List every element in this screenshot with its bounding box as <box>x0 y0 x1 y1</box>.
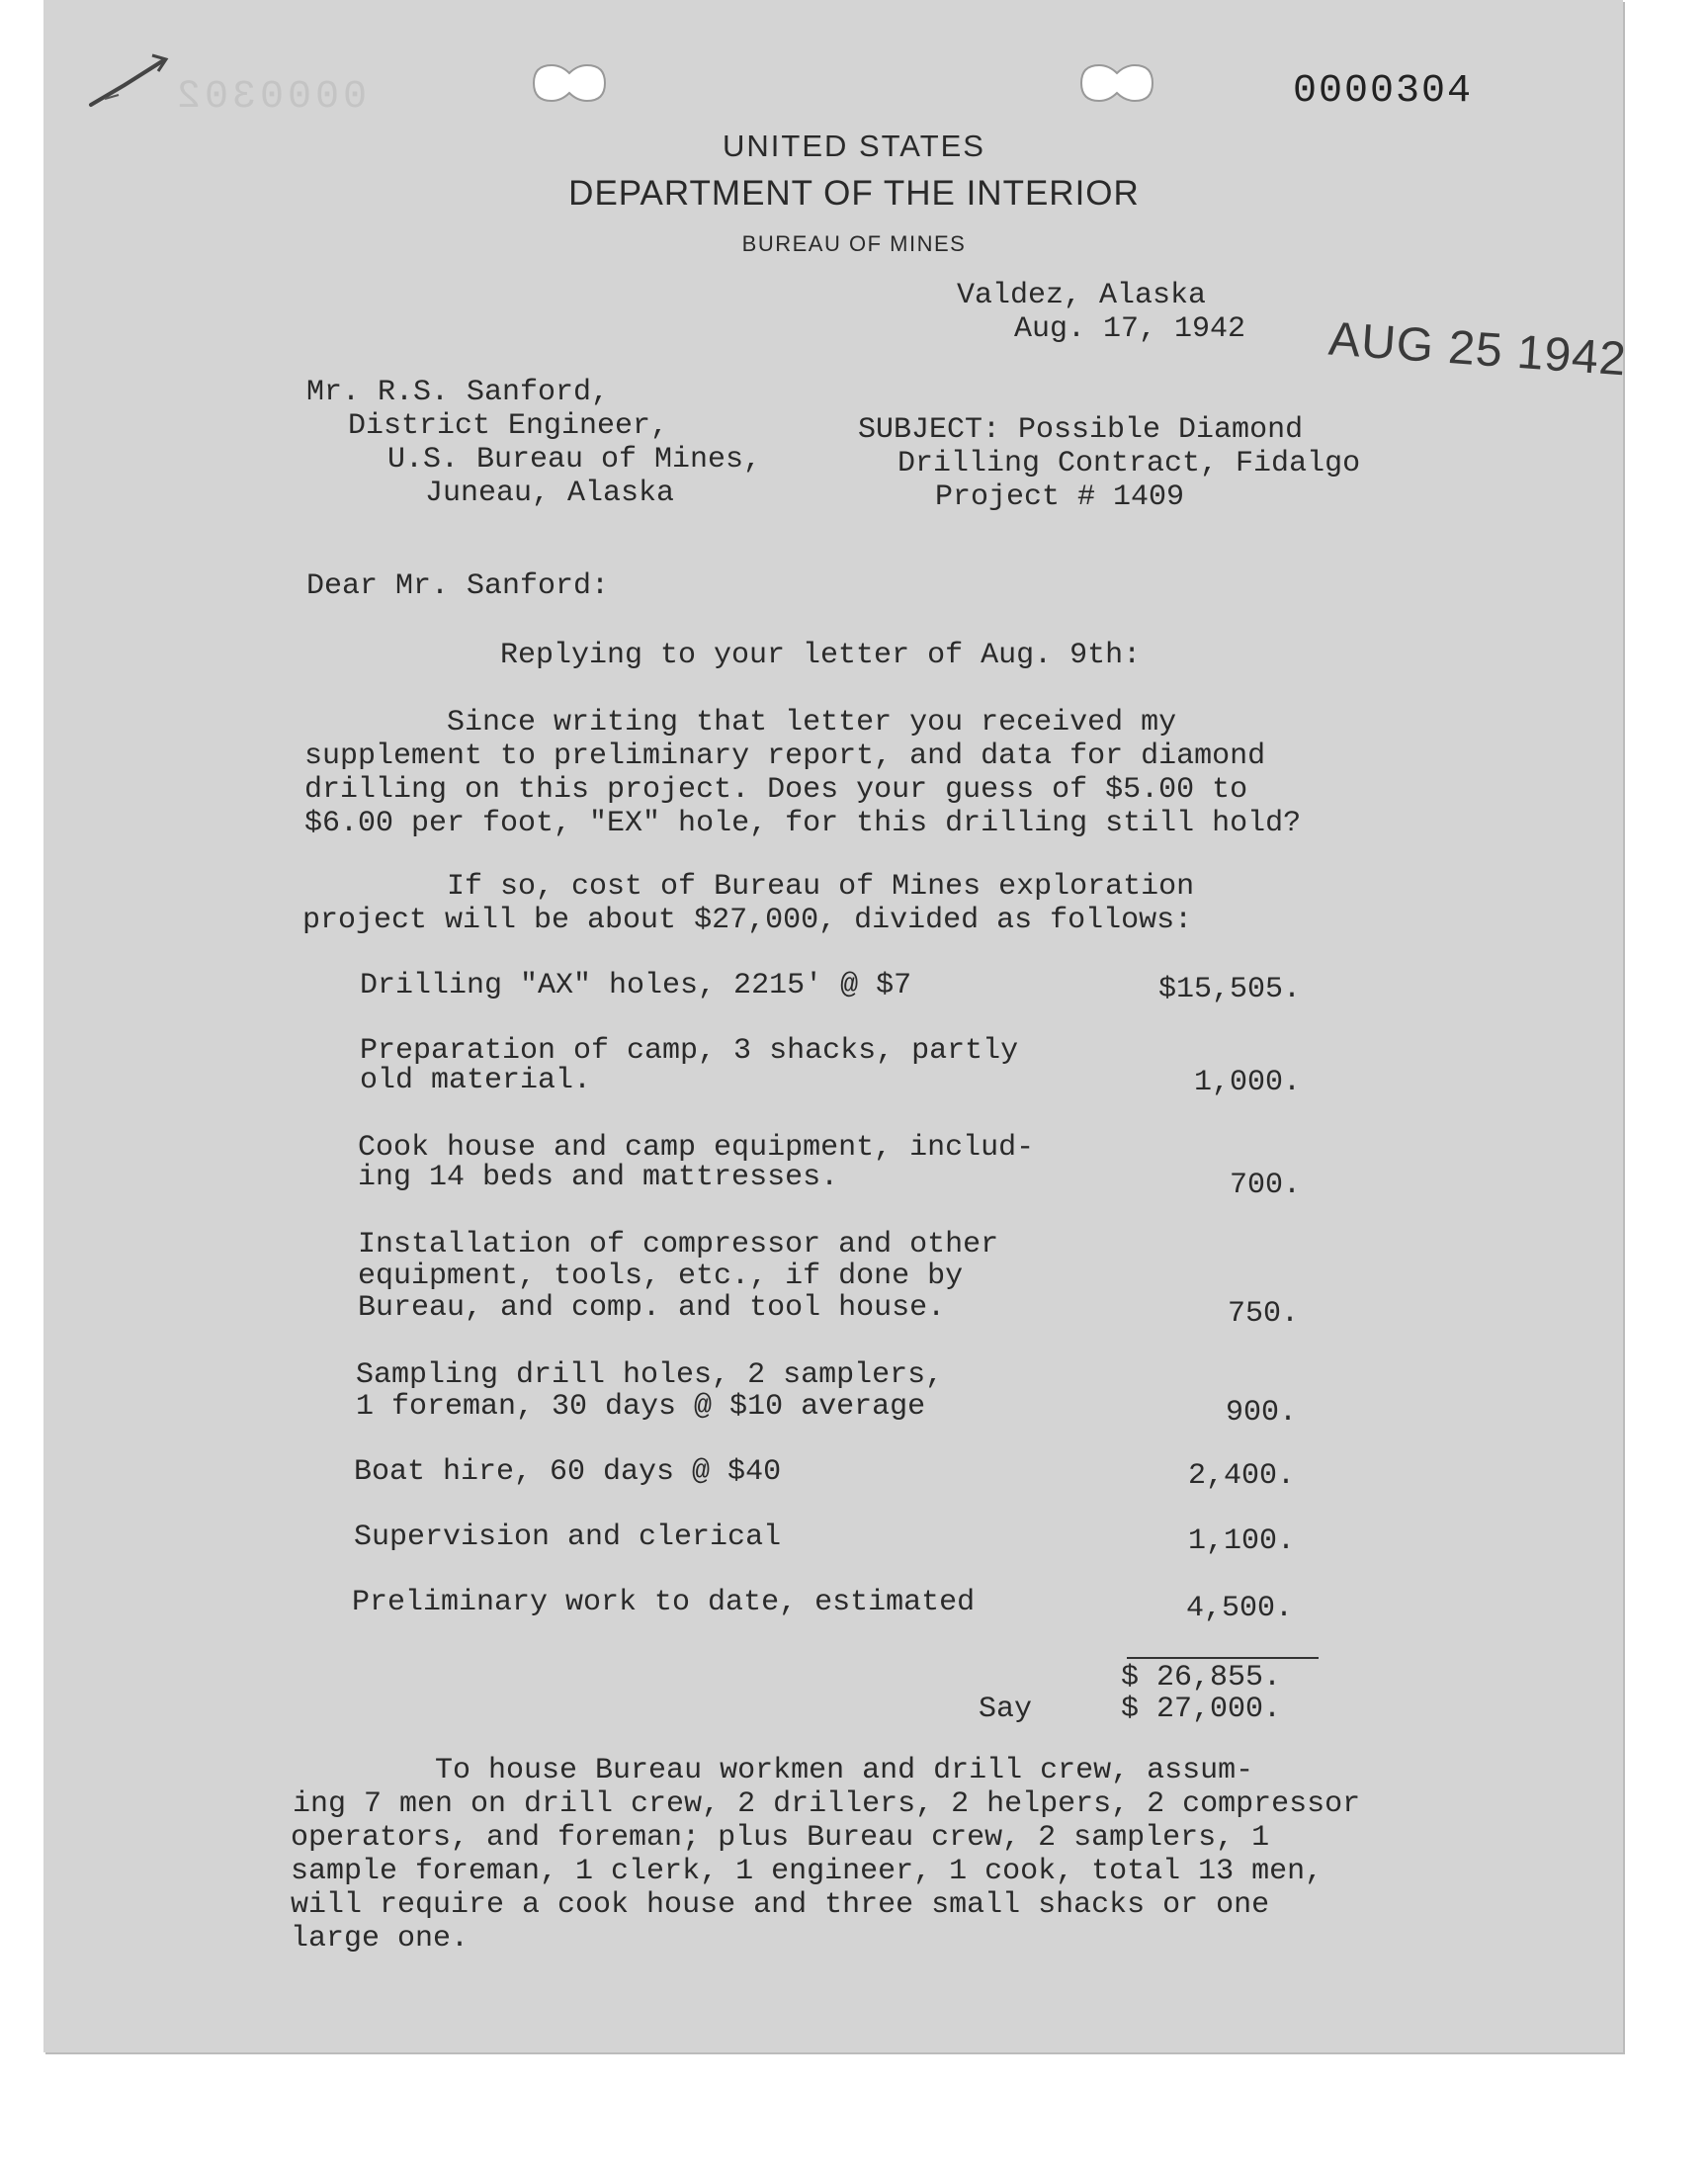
cost-item-amount: 2,400. <box>1187 1459 1295 1493</box>
cost-item-amount: 750. <box>1227 1297 1299 1331</box>
binder-punch-hole <box>1075 59 1158 107</box>
cost-item-label: Preliminary work to date, estimated <box>352 1586 976 1619</box>
document-number: 0000304 <box>1293 69 1474 114</box>
bleedthrough-number: 0000302 <box>173 75 368 120</box>
subject-line: Drilling Contract, Fidalgo <box>897 447 1361 480</box>
letterhead-country: UNITED STATES <box>723 129 985 163</box>
letter-place: Valdez, Alaska <box>957 279 1207 312</box>
paragraph-line: drilling on this project. Does your guess of $5.00 to <box>304 773 1248 807</box>
cost-item-label: Installation of compressor and other <box>358 1228 999 1262</box>
paragraph-reply: Replying to your letter of Aug. 9th: <box>500 639 1142 672</box>
paragraph-line: Since writing that letter you received my <box>304 706 1177 740</box>
say-amount: $ 27,000. <box>1121 1693 1282 1726</box>
letterhead-bureau: BUREAU OF MINES <box>741 231 967 256</box>
cost-item-label: Sampling drill holes, 2 samplers, <box>356 1358 944 1392</box>
cost-item-label: Preparation of camp, 3 shacks, partly <box>360 1034 1019 1068</box>
cost-item-label: Boat hire, 60 days @ $40 <box>354 1455 782 1489</box>
cost-item-label: ing 14 beds and mattresses. <box>358 1161 839 1194</box>
cost-item-label: Cook house and camp equipment, includ- <box>358 1131 1035 1165</box>
paragraph-line: will require a cook house and three small shacks or one <box>291 1888 1270 1922</box>
cost-item-label: Drilling "AX" holes, 2215' @ $7 <box>360 969 912 1002</box>
paragraph-line: supplement to preliminary report, and data for diamond <box>304 740 1266 773</box>
paragraph-line: ing 7 men on drill crew, 2 drillers, 2 helpers, 2 compressor <box>293 1787 1361 1821</box>
cost-item-label: Bureau, and comp. and tool house. <box>358 1291 946 1325</box>
paragraph-line: project will be about $27,000, divided as follows: <box>302 904 1193 937</box>
cost-item-label: old material. <box>360 1064 592 1097</box>
paragraph-line: sample foreman, 1 clerk, 1 engineer, 1 cook, total 13 men, <box>291 1855 1324 1888</box>
say-label: Say <box>979 1693 1033 1726</box>
recipient-line: Juneau, Alaska <box>425 477 675 510</box>
binder-punch-hole <box>528 59 611 107</box>
cost-item-label: Supervision and clerical <box>354 1521 782 1554</box>
paragraph-line: If so, cost of Bureau of Mines exploration <box>304 870 1195 904</box>
letterhead-department: DEPARTMENT OF THE INTERIOR <box>568 174 1140 213</box>
paragraph-line: large one. <box>291 1922 470 1956</box>
cost-item-label: 1 foreman, 30 days @ $10 average <box>356 1390 926 1424</box>
received-date-stamp: AUG 25 1942 <box>1326 312 1629 387</box>
recipient-line: District Engineer, <box>348 409 669 443</box>
cost-item-amount: 1,000. <box>1193 1066 1301 1099</box>
cost-item-label: equipment, tools, etc., if done by <box>358 1260 964 1293</box>
recipient-line: U.S. Bureau of Mines, <box>387 443 762 477</box>
cost-item-amount: 700. <box>1229 1169 1301 1202</box>
paragraph-line: operators, and foreman; plus Bureau crew, 2 samplers, 1 <box>291 1821 1270 1855</box>
cost-item-amount: $15,505. <box>1157 973 1301 1006</box>
cost-item-amount: 900. <box>1225 1396 1297 1430</box>
pen-mark <box>85 45 184 115</box>
letter-date: Aug. 17, 1942 <box>1014 312 1246 346</box>
total-underline <box>1127 1657 1319 1659</box>
paragraph-line: To house Bureau workmen and drill crew, assum- <box>293 1754 1254 1787</box>
recipient-line: Mr. R.S. Sanford, <box>306 376 610 409</box>
paragraph-line: $6.00 per foot, "EX" hole, for this drilling still hold? <box>304 807 1302 840</box>
cost-item-amount: 4,500. <box>1185 1592 1293 1625</box>
salutation: Dear Mr. Sanford: <box>306 569 610 603</box>
letter-page <box>43 0 1623 2052</box>
total-amount: $ 26,855. <box>1121 1661 1282 1695</box>
subject-line: SUBJECT: Possible Diamond <box>858 413 1304 447</box>
subject-line: Project # 1409 <box>935 480 1185 514</box>
cost-item-amount: 1,100. <box>1187 1524 1295 1558</box>
